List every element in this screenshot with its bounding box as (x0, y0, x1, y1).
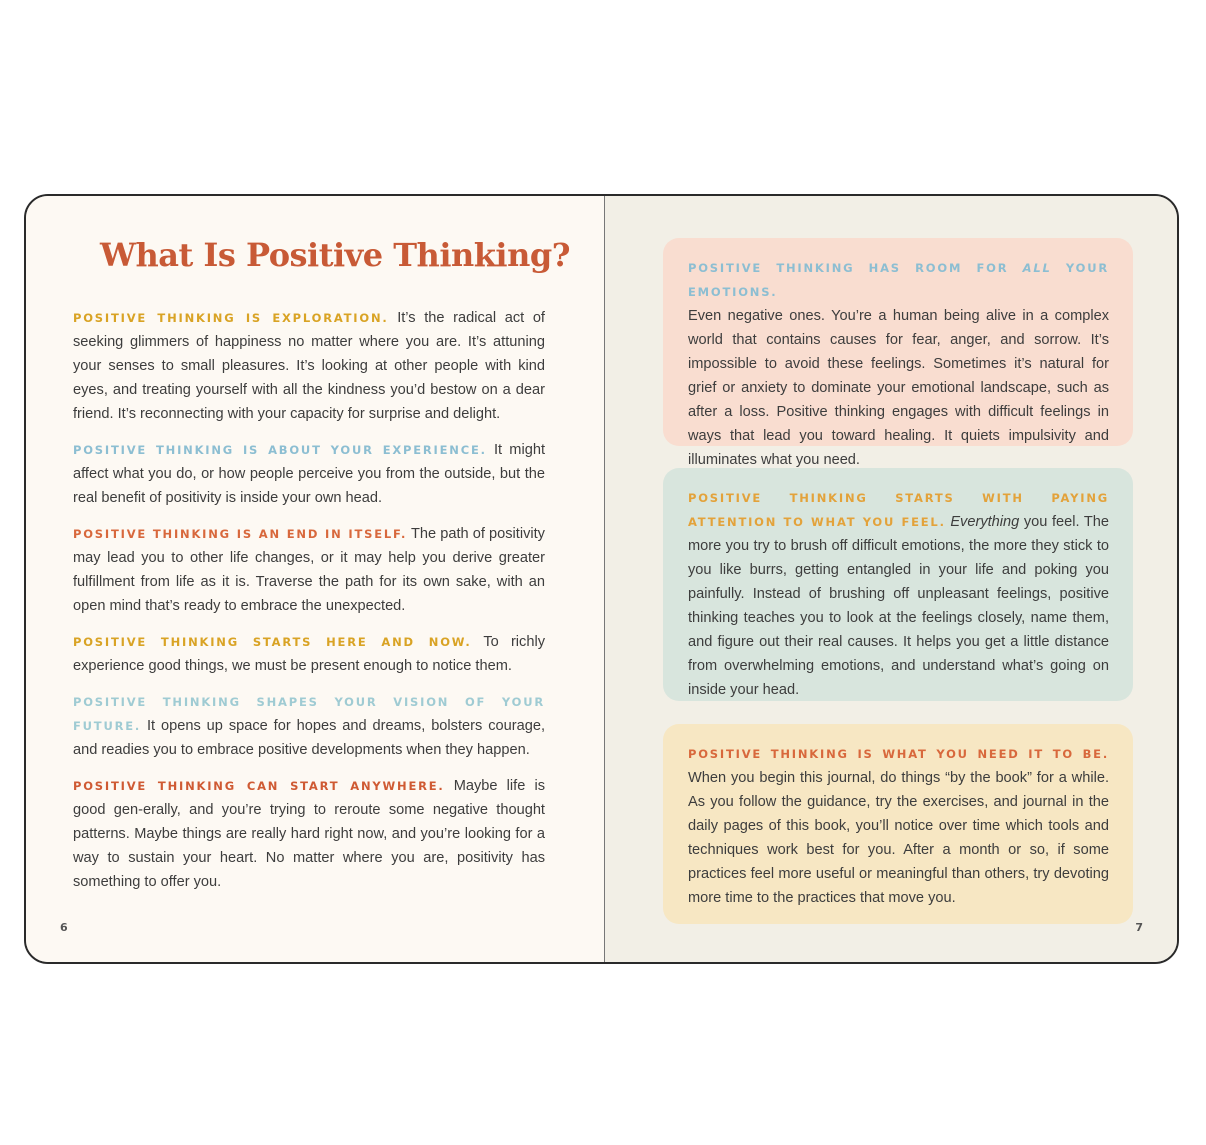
callout-text: you feel. The more you try to brush off difficult emotions, the more they stick to you like burrs, getting entangled in your life and poking you painfully. Instead of brushing off unpleasant feelings, positive thinking teaches you to look at the feelings closely, name them, and figure out their real causes. It helps you get a little distance from overwhelming emotions, and understand what’s going on inside your head. (688, 514, 1109, 698)
paragraph-text: To richly experience good things, we must be present enough to notice them. (73, 634, 545, 674)
open-book (24, 194, 1179, 964)
callout-paragraph (688, 486, 1109, 702)
callout-box-attention (663, 468, 1133, 701)
callout-box-emotions (663, 238, 1133, 468)
callout-lead-emphasis: ALL (1022, 261, 1052, 275)
paragraph-lead: POSITIVE THINKING IS AN END IN ITSELF. (73, 527, 408, 541)
paragraph-lead: POSITIVE THINKING CAN START ANYWHERE. (73, 779, 445, 793)
paragraph-here-and-now (73, 630, 545, 678)
paragraph-text: Maybe life is good gen-erally, and you’re trying to reroute some negative thought patterns. Maybe things are really hard right now, and you’re looking for a way to sustain your heart. No matter where you are, positivity has something to offer you. (73, 778, 546, 890)
callout-lead-part: POSITIVE THINKING HAS ROOM FOR (688, 261, 1023, 275)
paragraph-anywhere (73, 774, 545, 894)
paragraph-experience (73, 438, 545, 510)
paragraph-lead: POSITIVE THINKING IS EXPLORATION. (73, 311, 389, 325)
callout-box-what-you-need (663, 724, 1133, 924)
callout-paragraph (688, 256, 1109, 472)
callout-emphasis: Everything (950, 514, 1020, 530)
paragraph-text: It’s the radical act of seeking glimmers of happiness no matter where you are. It’s attuning your senses to small pleasures. It’s looking at other people with kind eyes, and treating yourself with all the kindness you’d bestow on a dear friend. It’s reconnecting with your capacity for surprise and delight. (73, 310, 545, 422)
paragraph-end-in-itself (73, 522, 545, 618)
paragraph-text: It might affect what you do, or how people perceive you from the outside, but the real benefit of positivity is inside your own head. (73, 442, 545, 506)
callout-lead (688, 261, 1109, 299)
left-page-body (73, 306, 545, 906)
right-page (605, 196, 1177, 962)
callout-text: Even negative ones. You’re a human being alive in a complex world that contains causes for fear, anger, and sorrow. It’s impossible to avoid these feelings. Sometimes it’s natural for grief or anxiety to dominate your emotional landscape, such as after a loss. Positive thinking engages with difficult feelings in ways that lead you toward healing. It quiets impulsivity and illuminates what you need. (688, 308, 1109, 468)
callout-lead: POSITIVE THINKING IS WHAT YOU NEED IT TO BE. (688, 747, 1109, 761)
page-number-right: 7 (1135, 921, 1143, 934)
page-title: What Is Positive Thinking? (100, 236, 570, 274)
paragraph-vision (73, 690, 545, 762)
callout-lead-part: YOUR EMOTIONS. (688, 261, 1109, 299)
paragraph-text: The path of positivity may lead you to other life changes, or it may help you derive greater fulfillment from life as it is. Traverse the path for its own sake, with an open mind that’s ready to embrace the unexpected. (73, 526, 545, 614)
callout-paragraph (688, 742, 1109, 910)
callout-lead: POSITIVE THINKING STARTS WITH PAYING ATTENTION TO WHAT YOU FEEL. (688, 491, 1109, 529)
paragraph-text: It opens up space for hopes and dreams, bolsters courage, and readies you to embrace positive developments when they happen. (73, 718, 545, 758)
paragraph-lead: POSITIVE THINKING IS ABOUT YOUR EXPERIENCE. (73, 443, 487, 457)
left-page (26, 196, 605, 962)
paragraph-lead: POSITIVE THINKING STARTS HERE AND NOW. (73, 635, 472, 649)
page-number-left: 6 (60, 921, 68, 934)
paragraph-lead: POSITIVE THINKING SHAPES YOUR VISION OF YOUR FUTURE. (73, 695, 545, 733)
callout-text: When you begin this journal, do things “by the book” for a while. As you follow the guidance, try the exercises, and journal in the daily pages of this book, you’ll notice over time which tools and techniques work best for you. After a month or so, if some practices feel more useful or meaningful than others, try devoting more time to the practices that move you. (688, 770, 1109, 906)
paragraph-exploration (73, 306, 545, 426)
